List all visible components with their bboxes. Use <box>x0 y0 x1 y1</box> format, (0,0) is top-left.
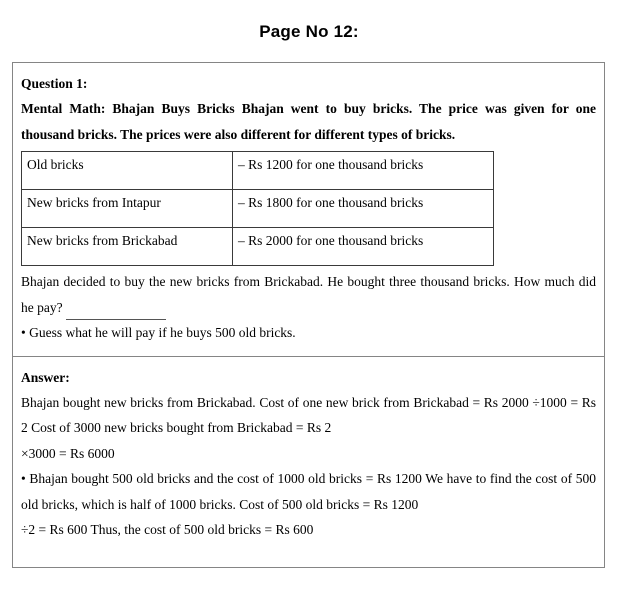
answer-line: Bhajan bought new bricks from Brickabad. Cost of one new brick from Brickabad = Rs 2000 ÷1000 = Rs 2 Cost of 3000 new bricks bought from Brickabad = Rs 2 <box>21 394 596 435</box>
question-bullet-item: • Guess what he will pay if he buys 500 old bricks. <box>21 325 296 340</box>
question-intro-text: Mental Math: Bhajan Buys Bricks Bhajan went to buy bricks. The price was given for one thousand bricks. The prices were also different for different types of bricks. <box>21 101 596 142</box>
table-cell-item: Old bricks <box>22 152 233 190</box>
question-label: Question 1: <box>21 76 88 91</box>
table-cell-item: New bricks from Intapur <box>22 190 233 228</box>
question-section <box>13 63 604 356</box>
brick-price-table <box>21 151 494 266</box>
table-cell-price: – Rs 2000 for one thousand bricks <box>233 228 494 266</box>
answer-section <box>13 357 604 549</box>
document-box <box>12 62 605 568</box>
answer-line: ×3000 = Rs 6000 <box>21 445 115 461</box>
answer-line: • Bhajan bought 500 old bricks and the cost of 1000 old bricks = Rs 1200 We have to find the cost of 500 old bricks, which is half of 1000 bricks. Cost of 500 old bricks = Rs 1200 <box>21 471 596 512</box>
table-row <box>22 152 494 190</box>
table-cell-item: New bricks from Brickabad <box>22 228 233 266</box>
question-body-sentence: Bhajan decided to buy the new bricks from Brickabad. He bought three thousand bricks. How much did he pay? <box>21 274 596 315</box>
table-row <box>22 228 494 266</box>
question-body-text <box>21 268 596 320</box>
answer-label: Answer: <box>21 369 70 385</box>
answer-line: ÷2 = Rs 600 Thus, the cost of 500 old bricks = Rs 600 <box>21 522 314 537</box>
table-row <box>22 190 494 228</box>
table-cell-price: – Rs 1200 for one thousand bricks <box>233 152 494 190</box>
fill-in-blank-line <box>66 306 166 320</box>
table-cell-price: – Rs 1800 for one thousand bricks <box>233 190 494 228</box>
page-title: Page No 12: <box>259 22 359 41</box>
